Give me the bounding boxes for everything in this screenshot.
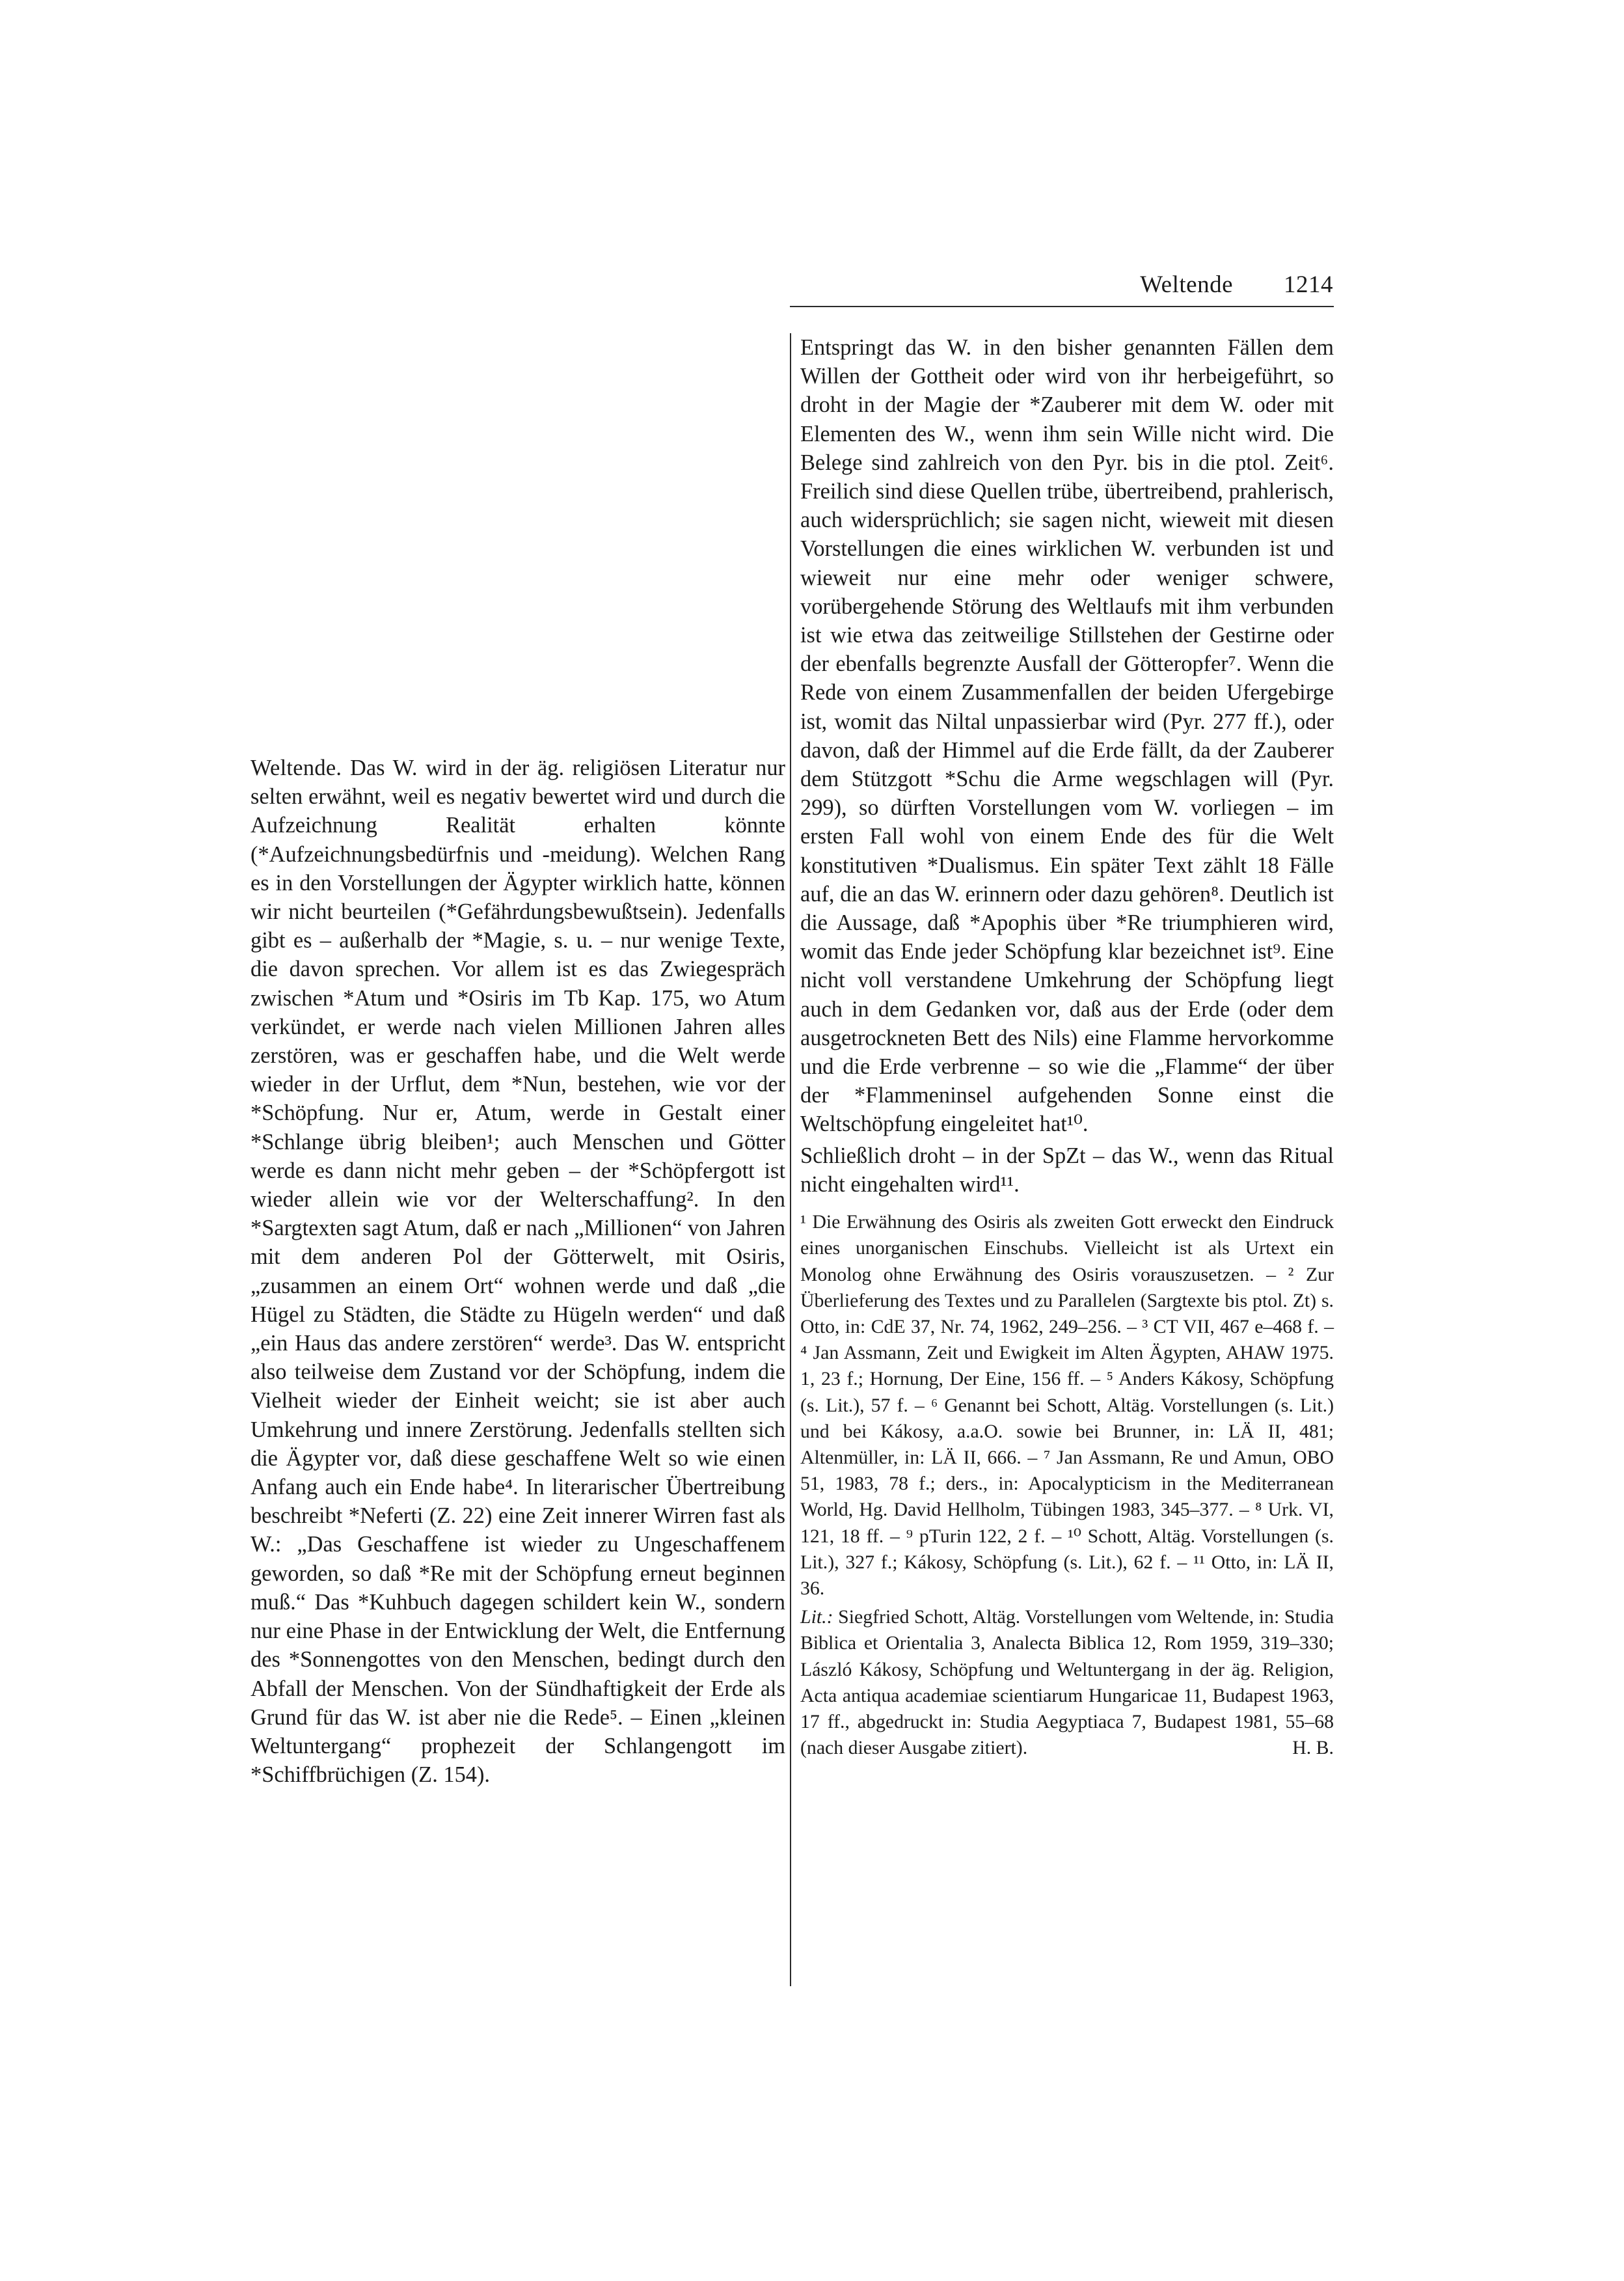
left-column (250, 754, 785, 1789)
literature-label: Lit.: (800, 1606, 833, 1628)
header-rule (790, 306, 1334, 307)
column-number: 1214 (1284, 271, 1333, 298)
paragraph-ritual: Schließlich droht – in der SpZt – das W., wenn das Ritual nicht eingehalten wird¹¹. (800, 1143, 1334, 1197)
running-header (1140, 269, 1333, 301)
entry-text (250, 754, 785, 1789)
footnotes-text: ¹ Die Erwähnung des Osiris als zweiten Gott erweckt den Eindruck eines unorganischen Einschubs. Vielleicht ist als Urtext ein Monolog ohne Erwähnung des Osiris vorauszusetzen. – ² Zur Überlieferung des Textes und zu Parallelen (Sargtexte bis ptol. Zt) s. Otto, in: CdE 37, Nr. 74, 1962, 249–256. – ³ CT VII, 467 e–468 f. – ⁴ Jan Assmann, Zeit und Ewigkeit im Alten Ägypten, AHAW 1975. 1, 23 f.; Hornung, Der Eine, 156 ff. – ⁵ Anders Kákosy, Schöpfung (s. Lit.), 57 f. – ⁶ Genannt bei Schott, Altäg. Vorstellungen (s. Lit.) und bei Kákosy, a.a.O. sowie bei Brunner, in: LÄ II, 481; Altenmüller, in: LÄ II, 666. – ⁷ Jan Assmann, Re und Amun, OBO 51, 1983, 78 f.; ders., in: Apocalypticism in the Mediterranean World, Hg. David Hellholm, Tübingen 1983, 345–377. – ⁸ Urk. VI, 121, 18 ff. – ⁹ pTurin 122, 2 f. – ¹⁰ Schott, Altäg. Vorstellungen (s. Lit.), 327 f.; Kákosy, Schöpfung (s. Lit.), 62 f. – ¹¹ Otto, in: LÄ II, 36. (800, 1211, 1334, 1599)
literature (800, 1604, 1334, 1761)
right-column (800, 333, 1334, 1761)
running-header-title: Weltende (1140, 271, 1233, 298)
paragraph-magic: Entspringt das W. in den bisher genannten Fällen dem Willen der Gottheit oder wird von ihr herbeigeführt, so droht in der Magie der *Zauberer mit dem W. oder mit Elementen des W., wenn ihm sein Wille nicht wird. Die Belege sind zahlreich von den Pyr. bis in die ptol. Zeit⁶. Freilich sind diese Quellen trübe, übertreibend, prahlerisch, auch widersprüchlich; sie sagen nicht, wieweit mit diesen Vorstellungen die eines wirklichen W. verbunden ist und wieweit nur eine mehr oder weniger schwere, vorübergehende Störung des Weltlaufs mit ihm verbunden ist wie etwa das zeitweilige Stillstehen der Gestirne oder der ebenfalls begrenzte Ausfall der Götteropfer⁷. Wenn die Rede von einem Zusammenfallen der beiden Ufergebirge ist, womit das Niltal unpassierbar wird (Pyr. 277 ff.), oder davon, daß der Himmel auf die Erde fällt, da der Zauberer dem Stützgott *Schu die Arme wegschlagen will (Pyr. 299), so dürften Vorstellungen vom W. vorliegen – im ersten Fall wohl von einem Ende des für die Welt konstitutiven *Dualismus. Ein später Text zählt 18 Fälle auf, die an das W. erinnern oder dazu gehören⁸. Deutlich ist die Aussage, daß *Apophis über *Re triumphieren wird, womit das Ende jeder Schöpfung klar bezeichnet ist⁹. Eine nicht voll verstandene Umkehrung der Schöpfung liegt auch in dem Gedanken vor, daß aus der Erde (oder dem ausgetrockneten Bett des Nils) eine Flamme hervorkomme und die Erde verbrenne – so wie die „Flamme“ der über der *Flammeninsel aufgehenden Sonne einst die Weltschöpfung eingeleitet hat¹⁰. (800, 335, 1334, 1137)
entry-lemma: Weltende. (250, 756, 342, 780)
footnotes (800, 1209, 1334, 1602)
entry-body: Das W. wird in der äg. religiösen Literatur nur selten erwähnt, weil es negativ bewertet wird und durch die Aufzeichnung Realität erhalten könnte (*Aufzeichnungsbedürfnis und -meidung). Welchen Rang es in den Vorstellungen der Ägypter wirklich hatte, können wir nicht beurteilen (*Gefährdungsbewußtsein). Jedenfalls gibt es – außerhalb der *Magie, s. u. – nur wenige Texte, die davon sprechen. Vor allem ist es das Zwiegespräch zwischen *Atum und *Osiris im Tb Kap. 175, wo Atum verkündet, er werde nach vielen Millionen Jahren alles zerstören, was er geschaffen habe, und die Welt werde wieder in der Urflut, dem *Nun, bestehen, wie vor der *Schöpfung. Nur er, Atum, werde in Gestalt einer *Schlange übrig bleiben¹; auch Menschen und Götter werde es dann nicht mehr geben – der *Schöpfergott ist wieder allein wie vor der Welterschaffung². In den *Sargtexten sagt Atum, daß er nach „Millionen“ von Jahren mit dem anderen Pol der Götterwelt, mit Osiris, „zusammen an einem Ort“ wohnen werde und daß „die Hügel zu Städten, die Städte zu Hügeln werden“ und daß „ein Haus das andere zerstören“ werde³. Das W. entspricht also teilweise dem Zustand vor der Schöpfung, indem die Vielheit wieder der Einheit weicht; sie ist aber auch Umkehrung und innere Zerstörung. Jedenfalls stellten sich die Ägypter vor, daß diese geschaffene Welt so wie einen Anfang auch ein Ende habe⁴. In literarischer Übertreibung beschreibt *Neferti (Z. 22) eine Zeit innerer Wirren fast als W.: „Das Geschaffene ist wieder zu Ungeschaffenem geworden, so daß *Re mit der Schöpfung erneut beginnen muß.“ Das *Kuhbuch dagegen schildert kein W., sondern nur eine Phase in der Entwicklung der Welt, die Entfernung des *Sonnengottes von den Menschen, bedingt durch den Abfall der Menschen. Von der Sündhaftigkeit der Erde als Grund für das W. ist aber nie die Rede⁵. – Einen „kleinen Weltuntergang“ prophezeit der Schlangengott im *Schiffbrüchigen (Z. 154). (250, 756, 785, 1788)
column-divider (790, 333, 791, 1986)
literature-text: Siegfried Schott, Altäg. Vorstellungen vom Weltende, in: Studia Biblica et Orientalia 3, Analecta Biblica 12, Rom 1959, 319–330; László Kákosy, Schöpfung und Weltuntergang in der äg. Religion, Acta antiqua academiae scientiarum Hungaricae 11, Budapest 1963, 17 ff., abgedruckt in: Studia Aegyptiaca 7, Budapest 1981, 55–68 (nach dieser Ausgabe zitiert). (800, 1606, 1334, 1759)
author-initials: H. B. (1292, 1737, 1334, 1759)
